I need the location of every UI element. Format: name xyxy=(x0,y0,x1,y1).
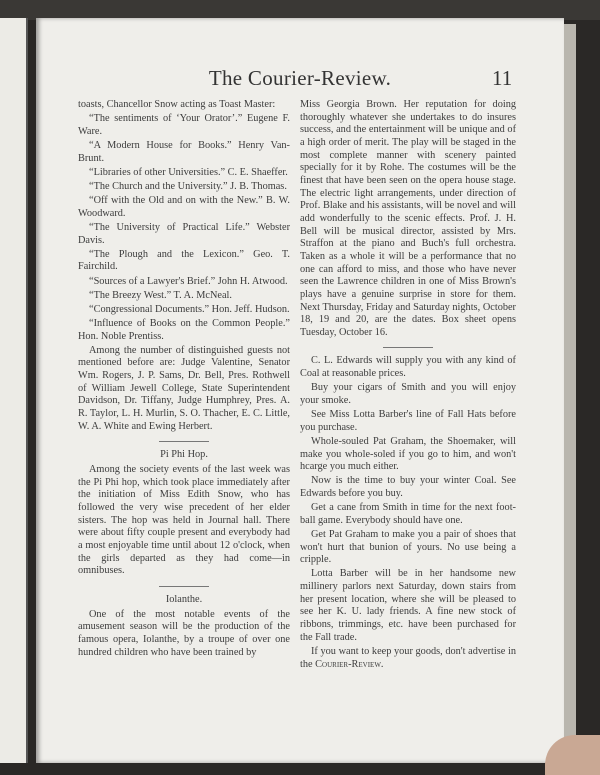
facing-page-edge xyxy=(0,18,28,763)
toast-item: “Influence of Books on the Common People.” Hon. Noble Prentiss. xyxy=(78,318,290,342)
notice xyxy=(300,646,516,671)
toast-item: “Off with the Old and on with the New.” B. W. Woodward. xyxy=(78,195,290,219)
page-number: 11 xyxy=(492,66,513,90)
notice: Get a cane from Smith in time for the next foot-ball game. Everybody should have one. xyxy=(300,502,516,526)
notice: Whole-souled Pat Graham, the Shoemaker, will make you whole-soled if you go to him, and won't hcarge you much either. xyxy=(300,435,516,473)
section-heading: Iolanthe. xyxy=(165,593,203,605)
toast-item: “The Church and the University.” J. B. Thomas. xyxy=(89,180,287,192)
notice: C. L. Edwards will supply you with any kind of Coal at reasonable prices. xyxy=(300,355,516,380)
book-edge xyxy=(564,24,576,763)
notice-text: If you want to keep your goods, don't advertise in the xyxy=(300,645,516,670)
left-column xyxy=(78,99,290,661)
paragraph: Among the number of distinguished guests not mentioned before are: Judge Valentine, Senator Wm. Rogers, J. P. Sams, Dr. Bell, Pres. Rothwell of William Jewell College, State Superintendent Davidson, Dr. Tiffany, Judge Humphrey, Pres. A. R. Taylor, L. H. Murlin, S. O. Thacher, E. C. Little, W. A. White and Ewing Herbert. xyxy=(78,344,290,432)
toast-item: “The Breezy West.” T. A. McNeal. xyxy=(89,289,232,301)
scan-border-top xyxy=(0,0,600,20)
section-divider xyxy=(159,586,209,587)
toast-item: “The sentiments of ‘Your Orator’.” Eugene F. Ware. xyxy=(78,113,290,137)
page-title: The Courier-Review. xyxy=(208,66,392,90)
right-column xyxy=(300,99,516,673)
notice: Lotta Barber will be in her handsome new millinery parlors next Saturday, down stairs from her present location, where she will be pleased to see her K. U. lady friends. A fine new stock of ribbons, trimmings, etc. have been purchased for the Fall trade. xyxy=(300,568,516,643)
toast-item: “The Plough and the Lexicon.” Geo. T. Fairchild. xyxy=(78,248,290,273)
toast-item: “The University of Practical Life.” Webster Davis. xyxy=(78,221,290,246)
section-divider xyxy=(159,441,209,442)
toast-item: “Congressional Documents.” Hon. Jeff. Hudson. xyxy=(89,303,290,315)
notice: See Miss Lotta Barber's line of Fall Hats before you purchase. xyxy=(300,409,516,433)
section-divider xyxy=(383,347,433,348)
toast-item: “Sources of a Lawyer's Brief.” John H. Atwood. xyxy=(89,275,288,287)
toast-item: “Libraries of other Universities.” C. E. Shaeffer. xyxy=(89,166,288,178)
toast-item: “A Modern House for Books.” Henry Van-Brunt. xyxy=(78,139,290,164)
paragraph: Among the society events of the last week was the Pi Phi hop, which took place immediately after the initiation of Miss Edith Snow, who has followed the very wise precedent of her elder sisters. The hop was held in Journal hall. There were about fifty couple present and everybody had a most enjoyable time until about 12 o'clock, when the girls departed as they had come—in omnibuses. xyxy=(78,464,290,577)
paragraph: One of the most notable events of the amusement season will be the production of the famous opera, Iolanthe, by a troupe of over one hundred children who have been trained by xyxy=(78,608,290,658)
paragraph: toasts, Chancellor Snow acting as Toast Master: xyxy=(78,99,276,110)
paper-name: Courier-Review. xyxy=(315,658,384,670)
paragraph: Miss Georgia Brown. Her reputation for doing thoroughly whatever she undertakes to do insures success, and the entertainment will be unique and of a high order of merit. The play will be staged in the most complete manner with scenery painted specially for it by Rohe. The costumes will be the finest that have been seen on the opera house stage. The electric light arrangements, under direction of Prof. Blake and his assistants, will be novel and will add wonderfully to the scenic effects. Prof. J. H. Bell will be musical director, assisted by Mrs. Straffon at the piano and Buch's full orchestra. Taken as a whole it will be a performance that no one can afford to miss, and those who have never seen the Lawrence children in one of Miss Brown's plays have a genuine surprise in store for them. Next Thursday, Friday and Saturday nights, October 18, 19 and 20, are the dates. Box sheet opens Tuesday, October 16. xyxy=(300,99,516,338)
notice: Now is the time to buy your winter Coal. See Edwards before you buy. xyxy=(300,475,516,500)
document-page xyxy=(36,18,564,763)
notice: Get Pat Graham to make you a pair of shoes that won't hurt that bunion of yours. No use being a cripple. xyxy=(300,529,516,566)
section-heading: Pi Phi Hop. xyxy=(160,449,208,461)
notice: Buy your cigars of Smith and you will enjoy your smoke. xyxy=(300,382,516,406)
